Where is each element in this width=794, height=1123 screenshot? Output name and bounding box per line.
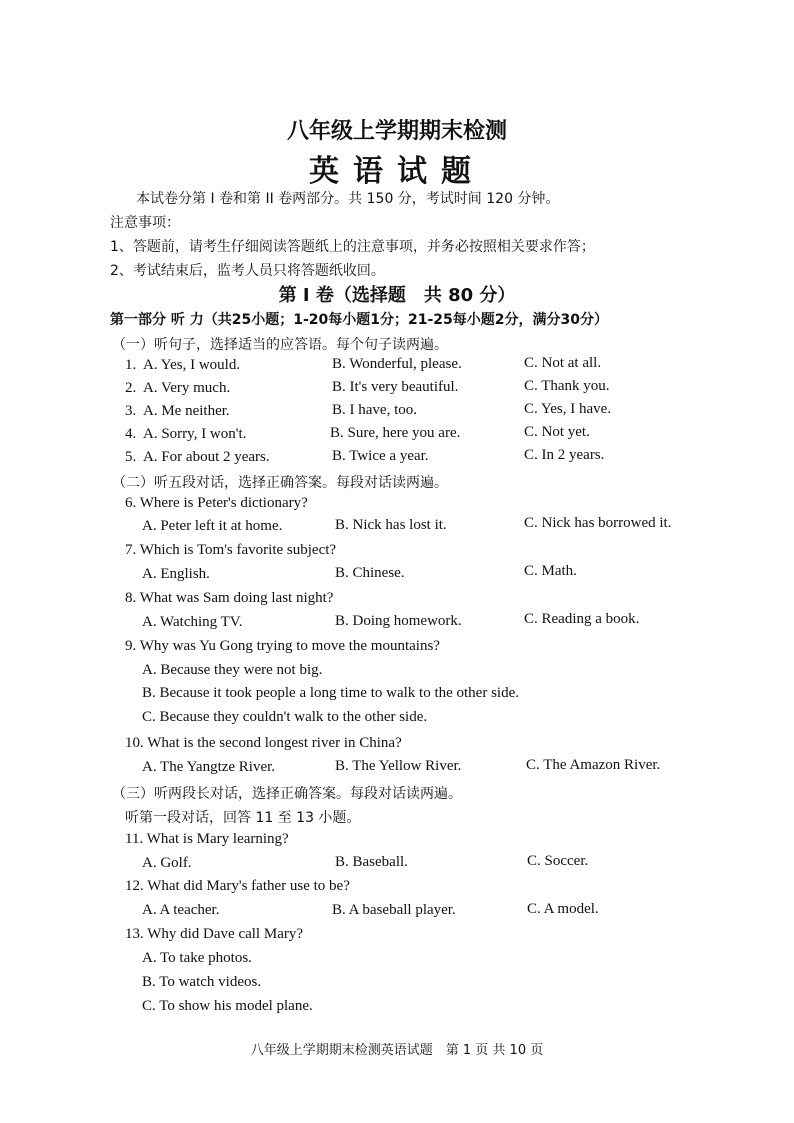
option-c: C. A model. [527,901,599,917]
option-b: B. Baseball. [335,854,408,870]
option-c: C. Because they couldn't walk to the other side. [142,709,428,725]
option-c: C. Not at all. [524,355,602,371]
option-b: B. Chinese. [335,565,405,581]
sub-instruction: （三）听两段长对话，选择正确答案。每段对话读两遍。 [112,786,462,802]
question-number: 4. [125,426,137,442]
question-stem: 6. Where is Peter's dictionary? [125,495,308,511]
exam-title: 八年级上学期期末检测 [286,119,507,144]
sub-instruction: 听第一段对话，回答 11 至 13 小题。 [125,810,361,826]
question-stem: 10. What is the second longest river in China? [125,735,402,751]
option-c: C. Nick has borrowed it. [524,515,672,531]
exam-intro: 本试卷分第 I 卷和第 II 卷两部分。共 150 分，考试时间 120 分钟。 [136,191,560,207]
option-c: C. The Amazon River. [526,757,661,773]
option-b: B. Sure, here you are. [330,425,461,441]
sub-instruction: （一）听句子，选择适当的应答语。每个句子读两遍。 [112,337,448,353]
option-a: A. Very much. [143,380,231,396]
question-number: 3. [125,403,137,419]
question-stem: 12. What did Mary's father use to be? [125,878,350,894]
option-b: B. A baseball player. [332,902,456,918]
option-c: C. Reading a book. [524,611,640,627]
option-a: A. Peter left it at home. [142,518,283,534]
option-a: A. Because they were not big. [142,662,323,678]
option-b: B. The Yellow River. [335,758,462,774]
note-item: 2、考试结束后，监考人员只将答题纸收回。 [110,263,385,279]
option-a: A. A teacher. [142,902,220,918]
question-stem: 13. Why did Dave call Mary? [125,926,304,942]
notes-label: 注意事项： [110,215,180,231]
note-item: 1、答题前，请考生仔细阅读答题纸上的注意事项，并务必按照相关要求作答； [110,239,595,255]
option-a: A. The Yangtze River. [142,759,276,775]
section-title: 第 I 卷（选择题 共 80 分） [278,285,516,306]
option-a: A. Golf. [142,855,192,871]
question-stem: 7. Which is Tom's favorite subject? [125,542,337,558]
option-b: B. It's very beautiful. [332,379,459,395]
page-footer: 八年级上学期期末检测英语试题 第 1 页 共 10 页 [250,1043,544,1058]
option-a: A. Yes, I would. [143,357,241,373]
question-stem: 9. Why was Yu Gong trying to move the mountains? [125,638,440,654]
question-number: 2. [125,380,137,396]
option-b: B. Wonderful, please. [332,356,462,372]
option-c: C. Thank you. [524,378,610,394]
option-b: B. I have, too. [332,402,417,418]
question-number: 1. [125,357,137,373]
option-a: A. English. [142,566,210,582]
option-a: A. Watching TV. [142,614,243,630]
option-b: B. Twice a year. [332,448,429,464]
option-b: B. Nick has lost it. [335,517,447,533]
option-b: B. Doing homework. [335,613,462,629]
option-a: A. To take photos. [142,950,252,966]
option-c: C. To show his model plane. [142,998,313,1014]
option-b: B. Because it took people a long time to walk to the other side. [142,685,519,701]
option-c: C. Not yet. [524,424,590,440]
option-c: C. Soccer. [527,853,589,869]
option-b: B. To watch videos. [142,974,262,990]
option-a: A. Me neither. [143,403,230,419]
question-stem: 8. What was Sam doing last night? [125,590,334,606]
sub-instruction: （二）听五段对话，选择正确答案。每段对话读两遍。 [112,475,448,491]
question-stem: 11. What is Mary learning? [125,831,289,847]
option-a: A. For about 2 years. [143,449,270,465]
option-c: C. Yes, I have. [524,401,612,417]
option-a: A. Sorry, I won't. [143,426,247,442]
exam-subject-title: 英语试题 [309,154,485,189]
question-number: 5. [125,449,137,465]
part-title: 第一部分 听 力（共25小题；1-20每小题1分；21-25每小题2分，满分30分） [110,312,609,328]
option-c: C. In 2 years. [524,447,605,463]
option-c: C. Math. [524,563,577,579]
